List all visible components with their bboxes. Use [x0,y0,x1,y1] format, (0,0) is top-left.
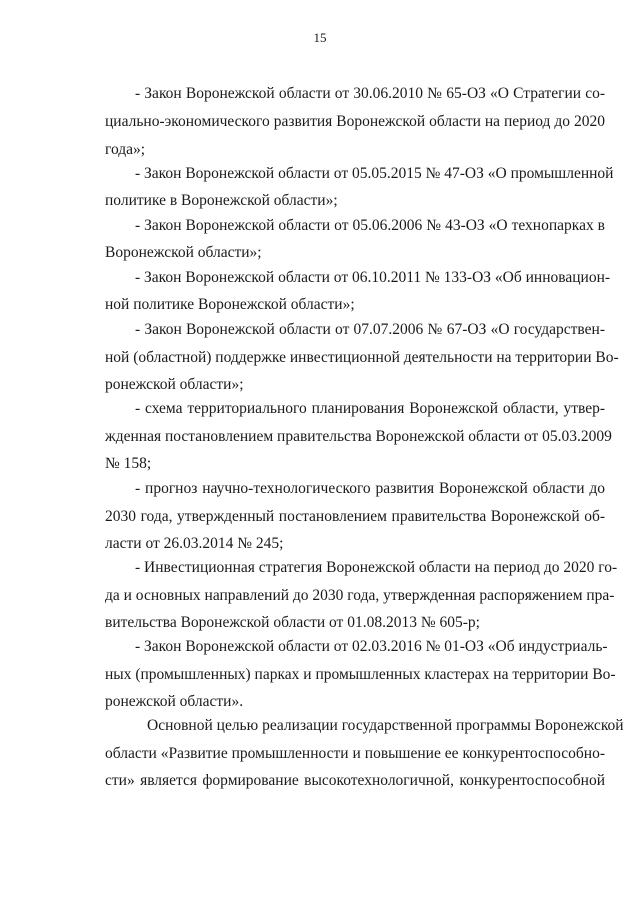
text-line-25: Основной целью реализации государственной программы Воронежской [147,717,624,734]
text-line-5: политике в Воронежской области»; [105,192,338,209]
text-line-4: - Закон Воронежской области от 05.05.2015 № 47-ОЗ «О промышленной [135,165,614,182]
text-line-15: № 158; [105,455,152,472]
text-line-18: ласти от 26.03.2014 № 245; [105,535,284,552]
text-line-23: ных (промышленных) парках и промышленных кластерах на территории Во- [105,666,616,683]
text-line-3: года»; [105,141,146,158]
text-line-19: - Инвестиционная стратегия Воронежской области на период до 2020 го- [135,559,618,576]
text-line-1: - Закон Воронежской области от 30.06.2010 № 65-ОЗ «О Стратегии со- [135,85,605,102]
text-line-21: вительства Воронежской области от 01.08.2013 № 605-р; [105,614,480,631]
text-line-8: - Закон Воронежской области от 06.10.2011 № 133-ОЗ «Об инновацион- [135,269,611,286]
text-line-6: - Закон Воронежской области от 05.06.2006 № 43-ОЗ «О технопарках в [135,217,605,234]
text-line-26: области «Развитие промышленности и повышение ее конкурентоспособно- [105,745,605,762]
text-line-12: ронежской области»; [105,376,244,393]
text-line-24: ронежской области». [105,693,244,710]
text-line-13: - схема территориального планирования Воронежской области, утвер- [135,400,605,417]
text-line-14: жденная постановлением правительства Воронежской области от 05.03.2009 [105,428,612,445]
text-line-7: Воронежской области»; [105,244,262,261]
text-line-20: да и основных направлений до 2030 года, утвержденная распоряжением пра- [105,587,615,604]
page-number: 15 [313,30,327,45]
text-line-17: 2030 года, утвержденный постановлением правительства Воронежской об- [105,508,605,525]
text-line-16: - прогноз научно-технологического развития Воронежской области до [135,480,605,497]
text-line-9: ной политике Воронежской области»; [105,296,355,313]
text-line-10: - Закон Воронежской области от 07.07.2006 № 67-ОЗ «О государствен- [135,321,605,338]
text-line-22: - Закон Воронежской области от 02.03.2016 № 01-ОЗ «Об индустриаль- [135,638,608,655]
text-line-11: ной (областной) поддержке инвестиционной деятельности на территории Во- [105,349,619,366]
text-line-27: сти» является формирование высокотехнологичной, конкурентоспособной [105,772,605,789]
text-line-2: циально-экономического развития Воронежской области на период до 2020 [105,113,605,130]
